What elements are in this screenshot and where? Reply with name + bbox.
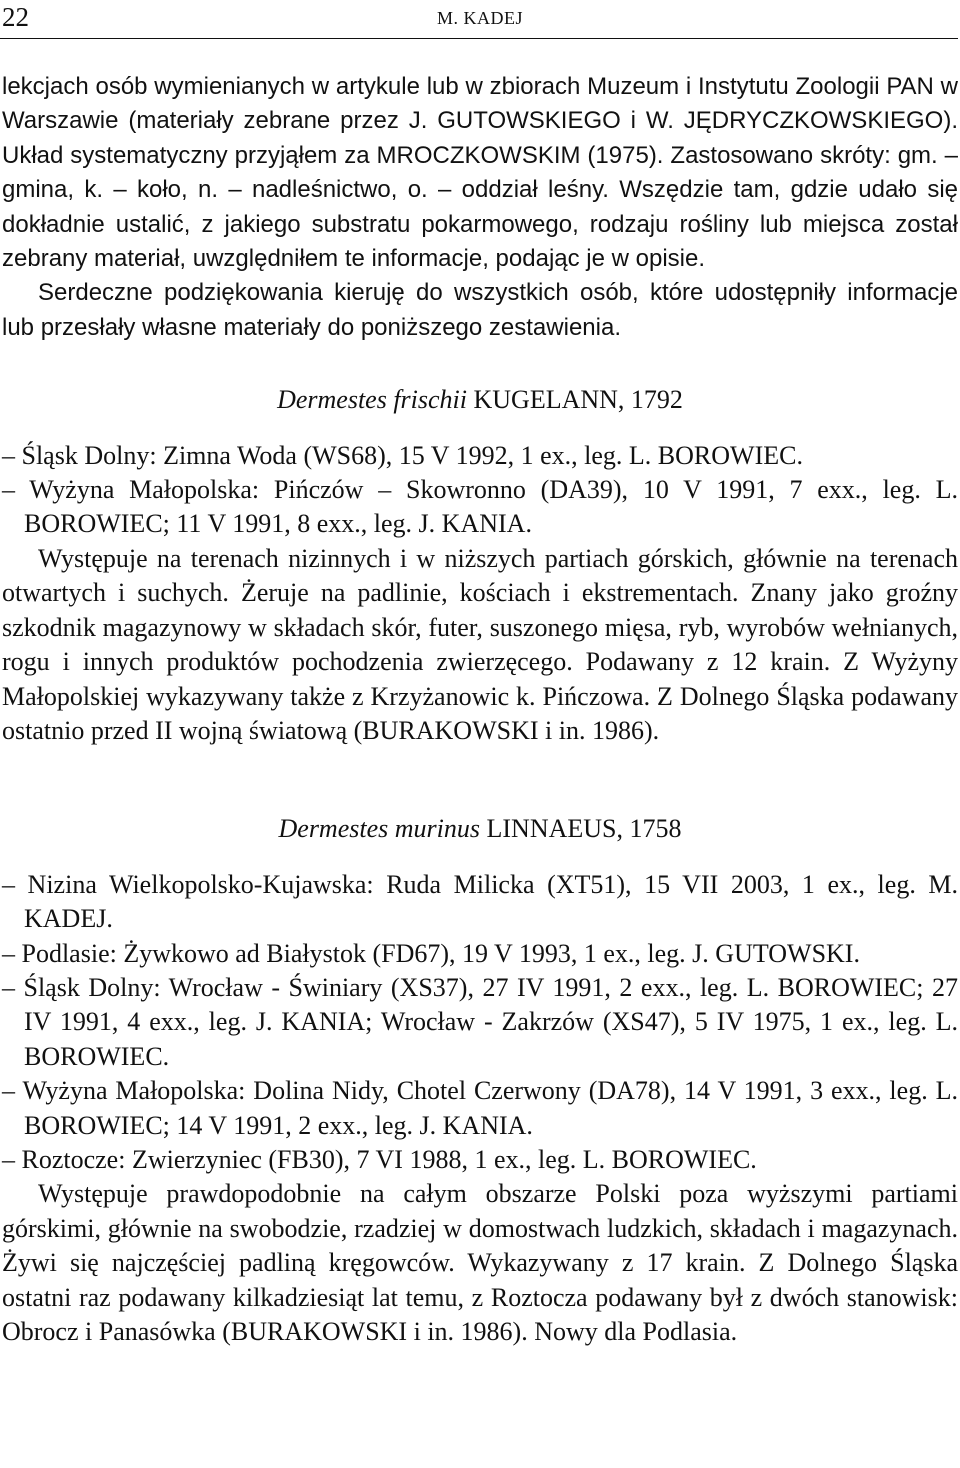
- page-number: 22: [2, 2, 29, 32]
- species-name: Dermestes frischii: [277, 385, 467, 415]
- record-item: – Śląsk Dolny: Wrocław - Świniary (XS37), 27 IV 1991, 2 exx., leg. L. BOROWIEC; 27 IV 1991, 4 exx., leg. J. KANIA; Wrocław - Zakrzów (XS47), 5 IV 1975, 1 ex., leg. L. BOROWIEC.: [2, 972, 958, 1071]
- record-item: – Roztocze: Zwierzyniec (FB30), 7 VI 1988, 1 ex., leg. L. BOROWIEC.: [2, 1144, 757, 1174]
- page-header: [0, 0, 960, 40]
- species-author: KUGELANN, 1792: [473, 385, 683, 415]
- acknowledgement-paragraph: Serdeczne podziękowania kieruję do wszystkich osób, które udostępniły informacje lub przesłały własne materiały do poniższego zestawienia.: [2, 279, 958, 341]
- record-item: – Wyżyna Małopolska: Pińczów – Skowronno (DA39), 10 V 1991, 7 exx., leg. L. BOROWIEC; 11 V 1991, 8 exx., leg. J. KANIA.: [2, 475, 958, 539]
- species-note: Występuje prawdopodobnie na całym obszarze Polski poza wyższymi partiami górskimi, głównie na swobodzie, rzadziej w domostwach ludzkich, składach i magazynach. Żywi się najczęściej padliną kręgowców. Wykazywany z 17 krain. Z Dolnego Śląska ostatni raz podawany kilkadziesiąt lat temu, z Roztocza podawany był z dwóch stanowisk: Obrocz i Panasówka (BURAKOWSKI i in. 1986). Nowy dla Podlasia.: [2, 1179, 958, 1346]
- record-item: – Śląsk Dolny: Zimna Woda (WS68), 15 V 1992, 1 ex., leg. L. BOROWIEC.: [2, 440, 803, 470]
- intro-paragraph: lekcjach osób wymienianych w artykule lub w zbiorach Muzeum i Instytutu Zoologii PAN w Warszawie (materiały zebrane przez J. GUTOWSKIEGO i W. JĘDRYCZKOWSKIEGO). Układ systematyczny przyjąłem za MROCZKOWSKIM (1975). Zastosowano skróty: gm. – gmina, k. – koło, n. – nadleśnictwo, o. – oddział leśny. Wszędzie tam, gdzie udało się dokładnie ustalić, z jakiego substratu pokarmowego, rodzaju rośliny lub miejsca został zebrany materiał, uwzględniłem te informacje, podając je w opisie.: [2, 73, 958, 273]
- header-rule: [0, 38, 958, 39]
- article-body: [2, 70, 958, 1349]
- species-author: LINNAEUS, 1758: [486, 814, 682, 844]
- species-heading: [2, 383, 958, 417]
- running-head: M. KADEJ: [436, 8, 523, 28]
- species-name: Dermestes murinus: [278, 814, 480, 844]
- species-heading: [2, 812, 958, 846]
- record-item: – Wyżyna Małopolska: Dolina Nidy, Chotel Czerwony (DA78), 14 V 1991, 3 exx., leg. L. BOROWIEC; 14 V 1991, 2 exx., leg. J. KANIA.: [2, 1076, 958, 1140]
- record-item: – Podlasie: Żywkowo ad Białystok (FD67), 19 V 1993, 1 ex., leg. J. GUTOWSKI.: [2, 938, 860, 968]
- species-note: Występuje na terenach nizinnych i w niższych partiach górskich, głównie na terenach otwartych i suchych. Żeruje na padlinie, kościach i ekstrementach. Znany jako groźny szkodnik magazynowy w składach skór, futer, suszonego mięsa, ryb, wyrobów wełnianych, rogu i innych produktów pochodzenia zwierzęcego. Podawany z 12 krain. Z Wyżyny Małopolskiej wykazywany także z Krzyżanowic k. Pińczowa. Z Dolnego Śląska podawany ostatnio przed II wojną światową (BURAKOWSKI i in. 1986).: [2, 543, 958, 745]
- record-item: – Nizina Wielkopolsko-Kujawska: Ruda Milicka (XT51), 15 VII 2003, 1 ex., leg. M. KADEJ.: [2, 869, 958, 934]
